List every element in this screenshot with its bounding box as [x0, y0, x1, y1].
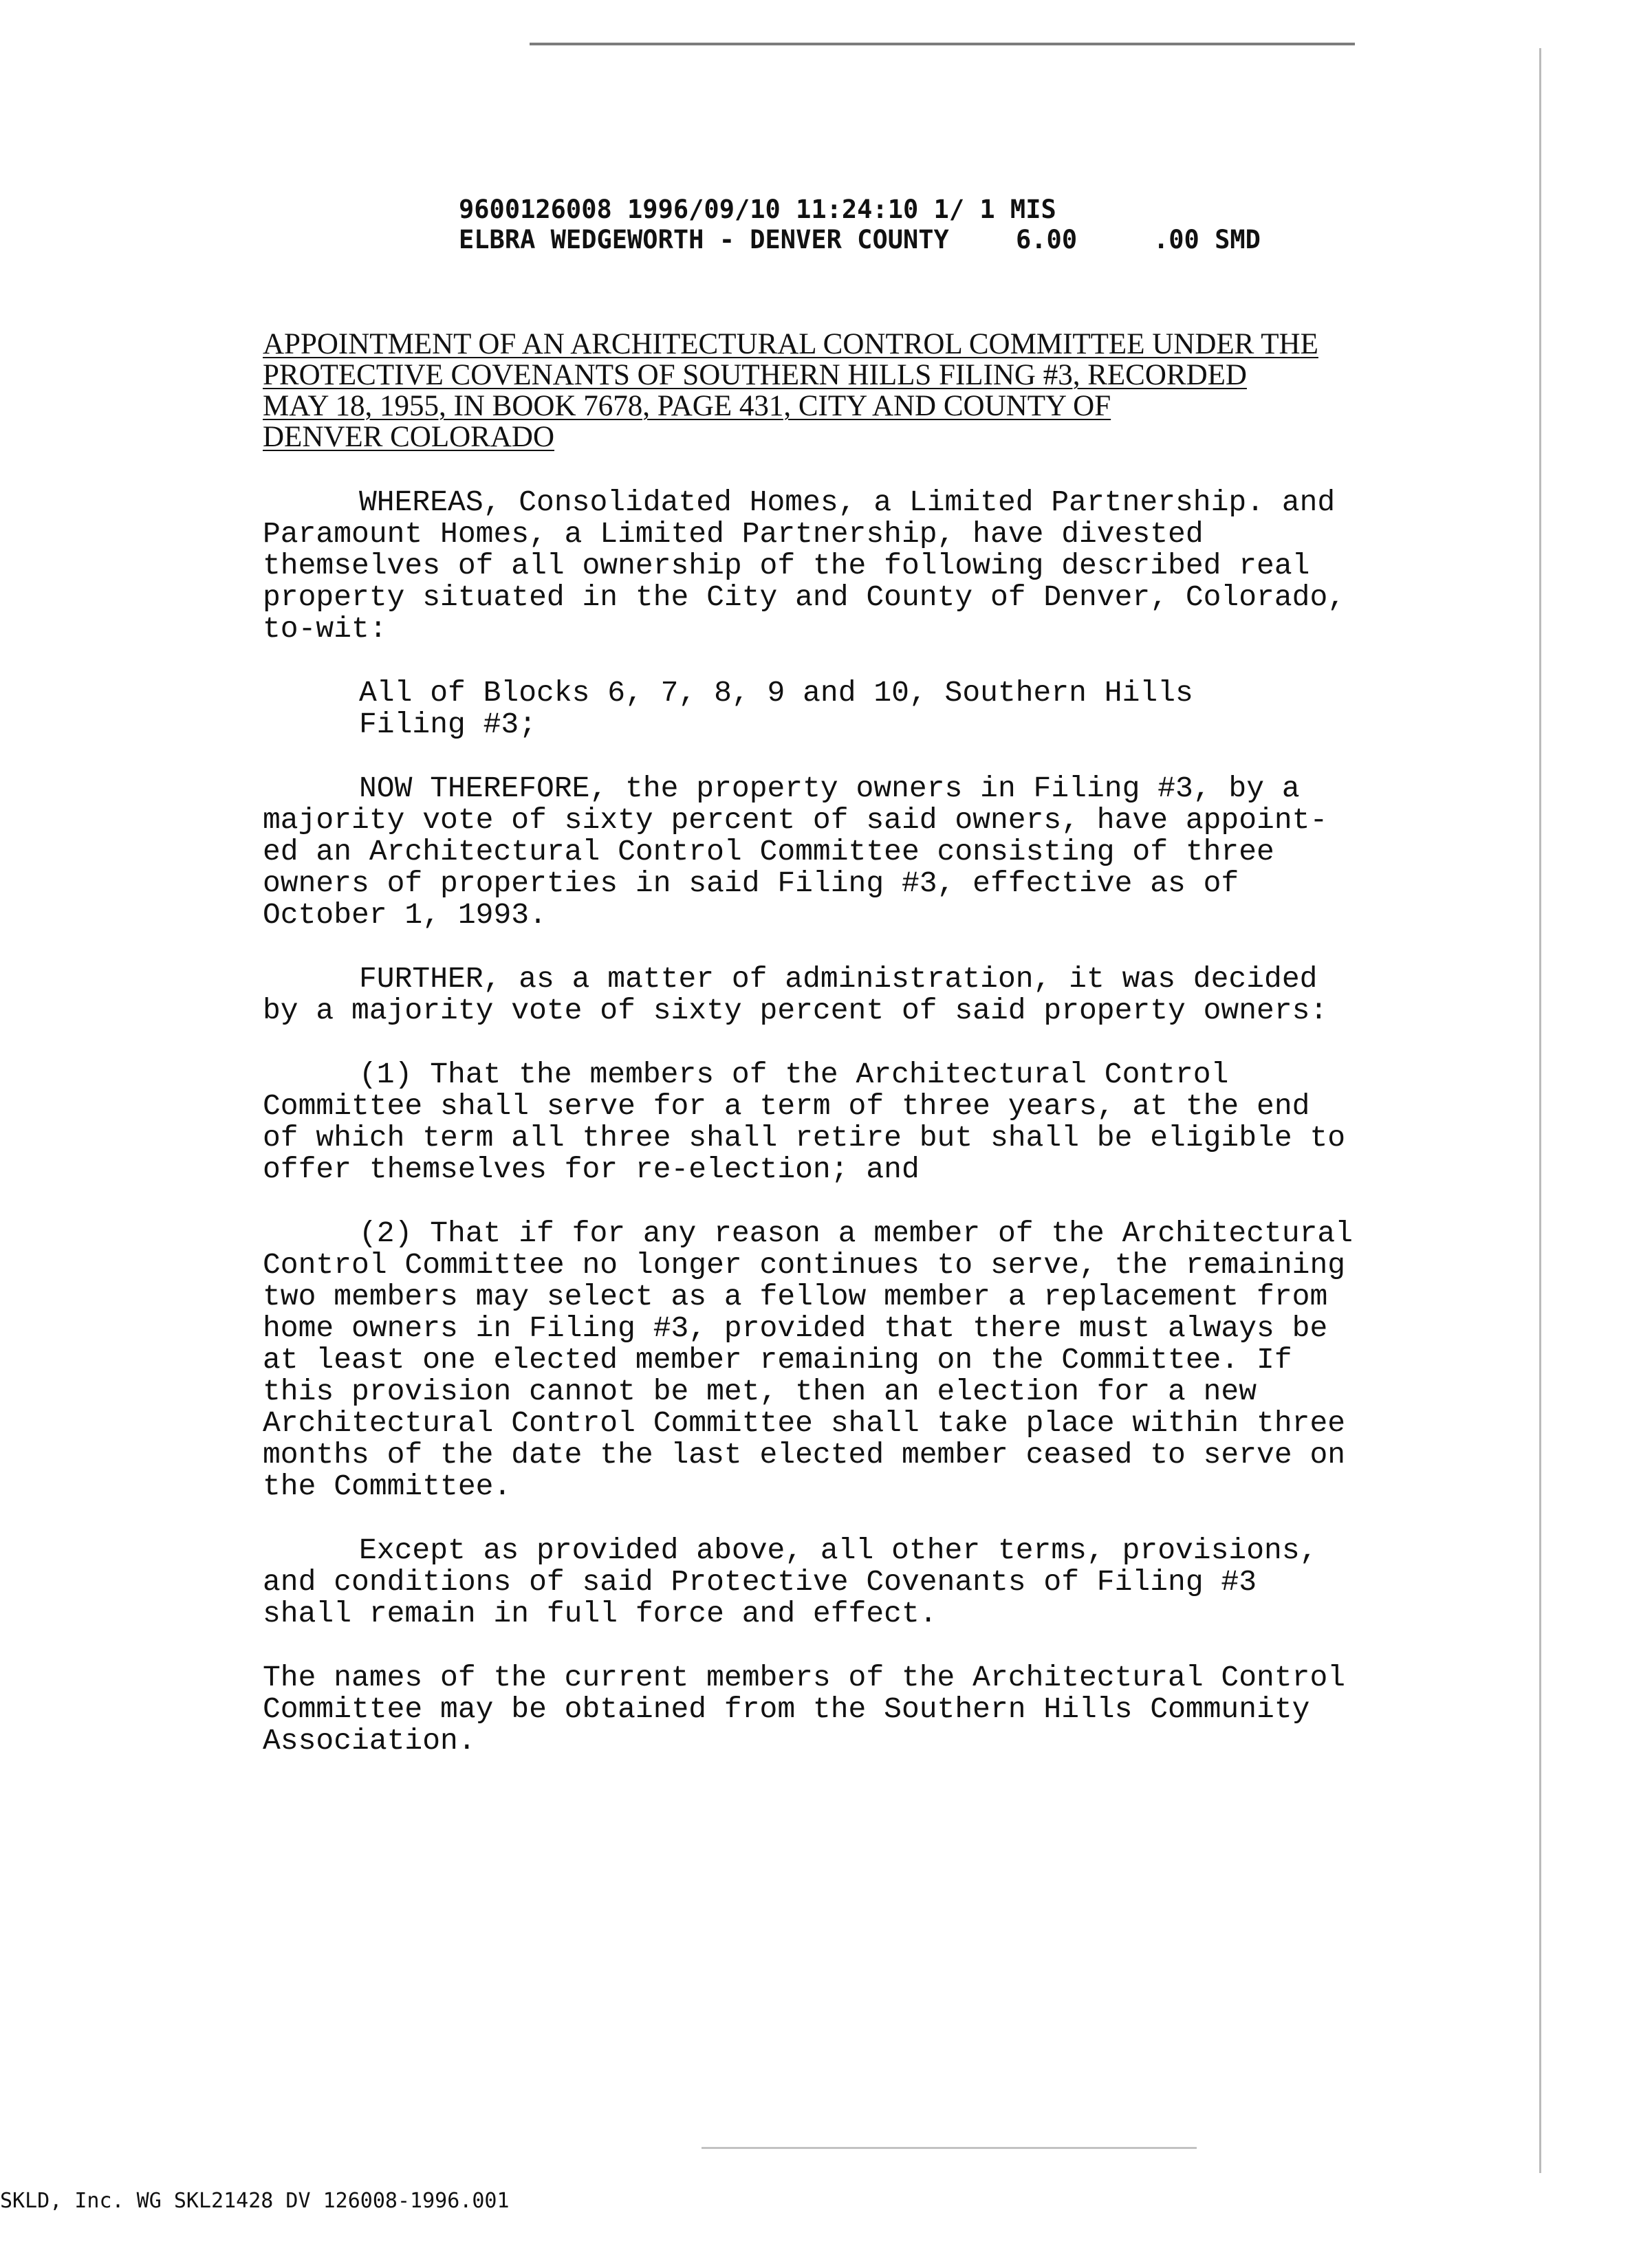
except-paragraph: Except as provided above, all other terms, provisions, and conditions of said Protective Covenants of Filing #3 shall remain in full force and effect.: [263, 1534, 1318, 1630]
document-title: [263, 329, 1432, 452]
recording-stamp: [459, 195, 1353, 255]
further-paragraph: FURTHER, as a matter of administration, it was decided by a majority vote of sixty percent of said property owners:: [263, 962, 1328, 1027]
title-line: PROTECTIVE COVENANTS OF SOUTHERN HILLS FILING #3, RECORDED: [263, 359, 1247, 391]
title-line: DENVER COLORADO: [263, 421, 555, 453]
stamp-reception-line: 9600126008 1996/09/10 11:24:10 1/ 1 MIS: [459, 195, 1056, 224]
item-1-paragraph: (1) That the members of the Architectural Control Committee shall serve for a term of three years, at the end of which term all three shall retire but shall be eligible to offer themselves for re-election; and: [263, 1058, 1346, 1186]
stamp-fee-code: .00 SMD: [1153, 225, 1261, 254]
whereas-paragraph: WHEREAS, Consolidated Homes, a Limited Partnership. and Paramount Homes, a Limited Partnership, have divested themselves of all ownership of the following described real property situated in the City and County of Denver, Colorado, to-wit:: [263, 485, 1346, 646]
scan-top-rule: [530, 43, 1355, 45]
scan-right-edge: [1539, 48, 1541, 2173]
stamp-recorder-line: [459, 225, 1353, 255]
scan-bottom-rule: [702, 2147, 1197, 2149]
item-2-paragraph: (2) That if for any reason a member of the Architectural Control Committee no longer continues to serve, the remaining two members may select as a fellow member a replacement from home owners in Filing #3, provided that there must always be at least one elected member remaining on the Committee. If this provision cannot be met, then an election for a new Architectural Control Committee shall take place within three months of the date the last elected member ceased to serve on the Committee.: [263, 1216, 1354, 1503]
names-paragraph: The names of the current members of the Architectural Control Committee may be obtained from the Southern Hills Community Association.: [263, 1661, 1346, 1758]
footer-reference: SKLD, Inc. WG SKL21428 DV 126008-1996.001: [0, 2189, 510, 2213]
stamp-fee: 6.00: [1016, 225, 1078, 254]
title-line: APPOINTMENT OF AN ARCHITECTURAL CONTROL COMMITTEE UNDER THE: [263, 328, 1318, 360]
document-body: [263, 487, 1453, 1789]
title-line: MAY 18, 1955, IN BOOK 7678, PAGE 431, CITY AND COUNTY OF: [263, 390, 1111, 422]
stamp-recorder-name: ELBRA WEDGEWORTH - DENVER COUNTY: [459, 225, 949, 254]
property-description: All of Blocks 6, 7, 8, 9 and 10, Southern Hills Filing #3;: [359, 676, 1193, 741]
now-therefore-paragraph: NOW THEREFORE, the property owners in Filing #3, by a majority vote of sixty percent of said owners, have appoint- ed an Architectural Control Committee consisting of three owners of properties in said Filing #3, effective as of October 1, 1993.: [263, 772, 1328, 932]
